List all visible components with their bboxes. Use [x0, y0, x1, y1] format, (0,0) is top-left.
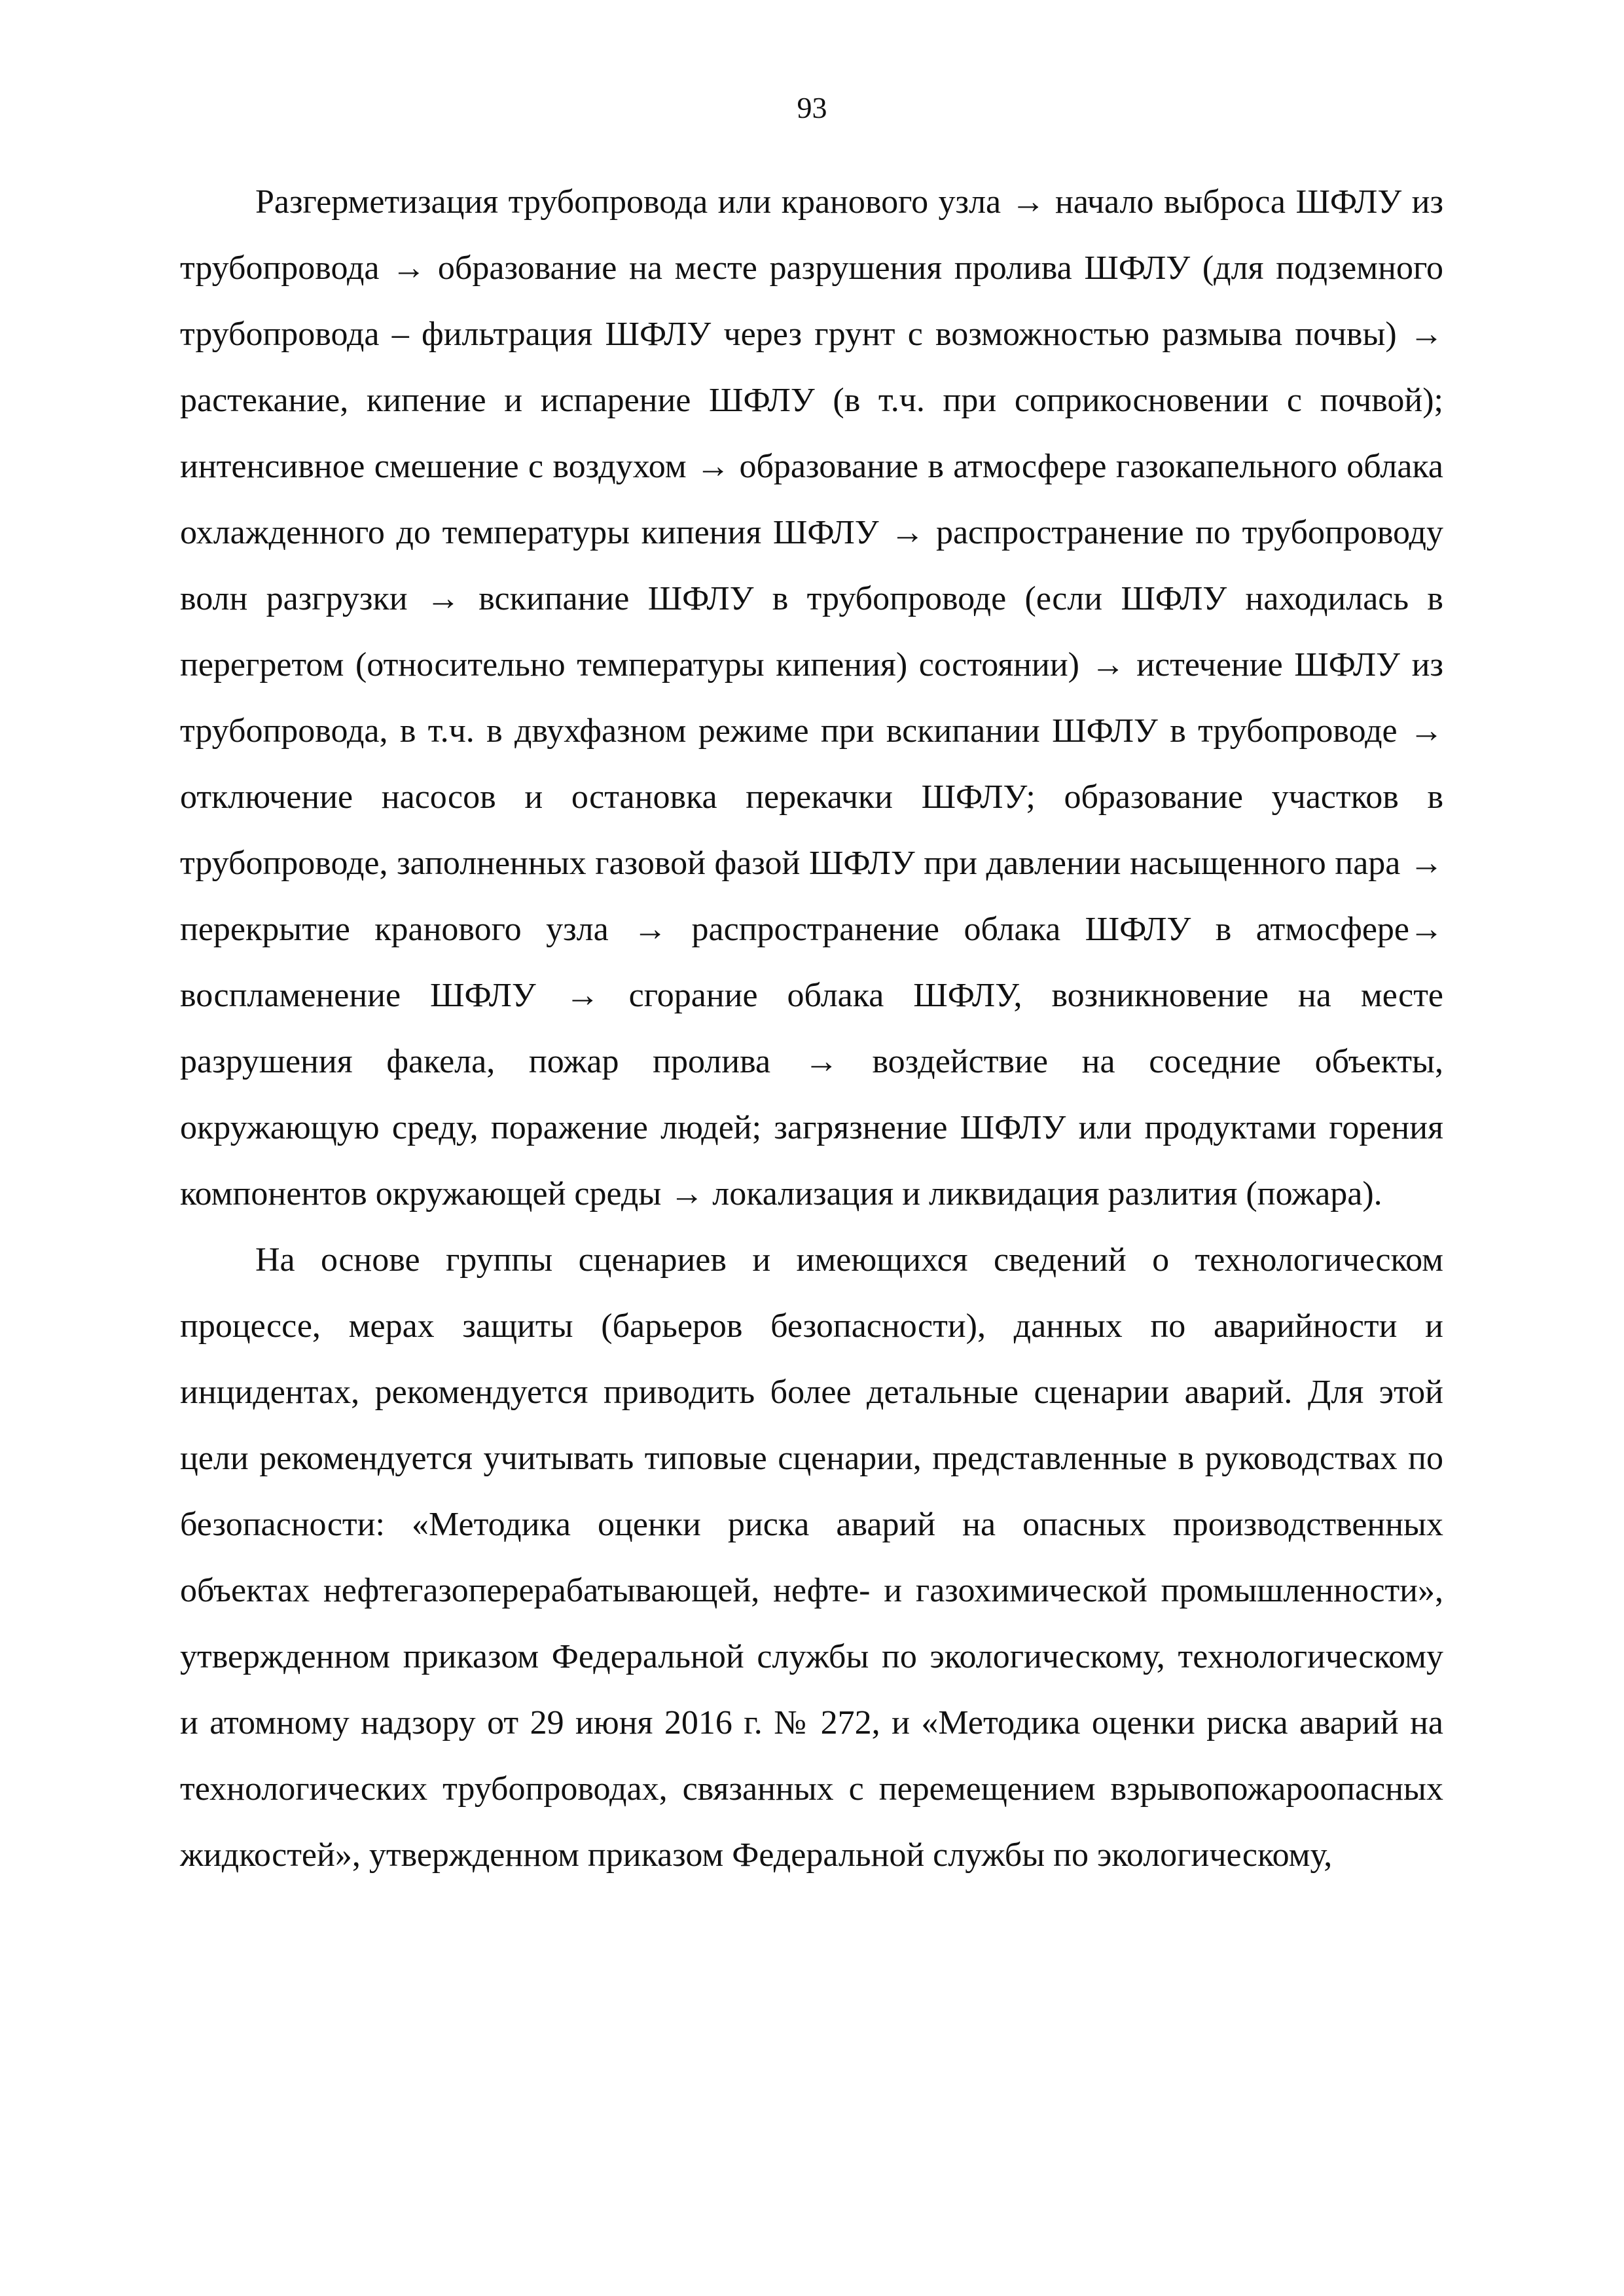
- body-text: [180, 169, 1443, 1888]
- page-number: 93: [797, 91, 827, 124]
- paragraph-methodology-references: На основе группы сценариев и имеющихся сведений о технологическом процессе, мерах защиты (барьеров безопасности), данных по аварийности и инцидентах, рекомендуется приводить более детальные сценарии аварий. Для этой цели рекомендуется учитывать типовые сценарии, представленные в руководствах по безопасности: «Методика оценки риска аварий на опасных производственных объектах нефтегазоперерабатывающей, нефте- и газохимической промышленности», утвержденном приказом Федеральной службы по экологическому, технологическому и атомному надзору от 29 июня 2016 г. № 272, и «Методика оценки риска аварий на технологических трубопроводах, связанных с перемещением взрывопожароопасных жидкостей», утвержденном приказом Федеральной службы по экологическому,: [180, 1241, 1443, 1874]
- paragraph-scenario-chain: Разгерметизация трубопровода или кранового узла → начало выброса ШФЛУ из трубопровода → образование на месте разрушения пролива ШФЛУ (для подземного трубопровода – фильтрация ШФЛУ через грунт с возможностью размыва почвы) → растекание, кипение и испарение ШФЛУ (в т.ч. при соприкосновении с почвой); интенсивное смешение с воздухом → образование в атмосфере газокапельного облака охлажденного до температуры кипения ШФЛУ → распространение по трубопроводу волн разгрузки → вскипание ШФЛУ в трубопроводе (если ШФЛУ находилась в перегретом (относительно температуры кипения) состоянии) → истечение ШФЛУ из трубопровода, в т.ч. в двухфазном режиме при вскипании ШФЛУ в трубопроводе → отключение насосов и остановка перекачки ШФЛУ; образование участков в трубопроводе, заполненных газовой фазой ШФЛУ при давлении насыщенного пара → перекрытие кранового узла → распространение облака ШФЛУ в атмосфере→ воспламенение ШФЛУ → сгорание облака ШФЛУ, возникновение на месте разрушения факела, пожар пролива → воздействие на соседние объекты, окружающую среду, поражение людей; загрязнение ШФЛУ или продуктами горения компонентов окружающей среды → локализация и ликвидация разлития (пожара).: [180, 183, 1443, 1212]
